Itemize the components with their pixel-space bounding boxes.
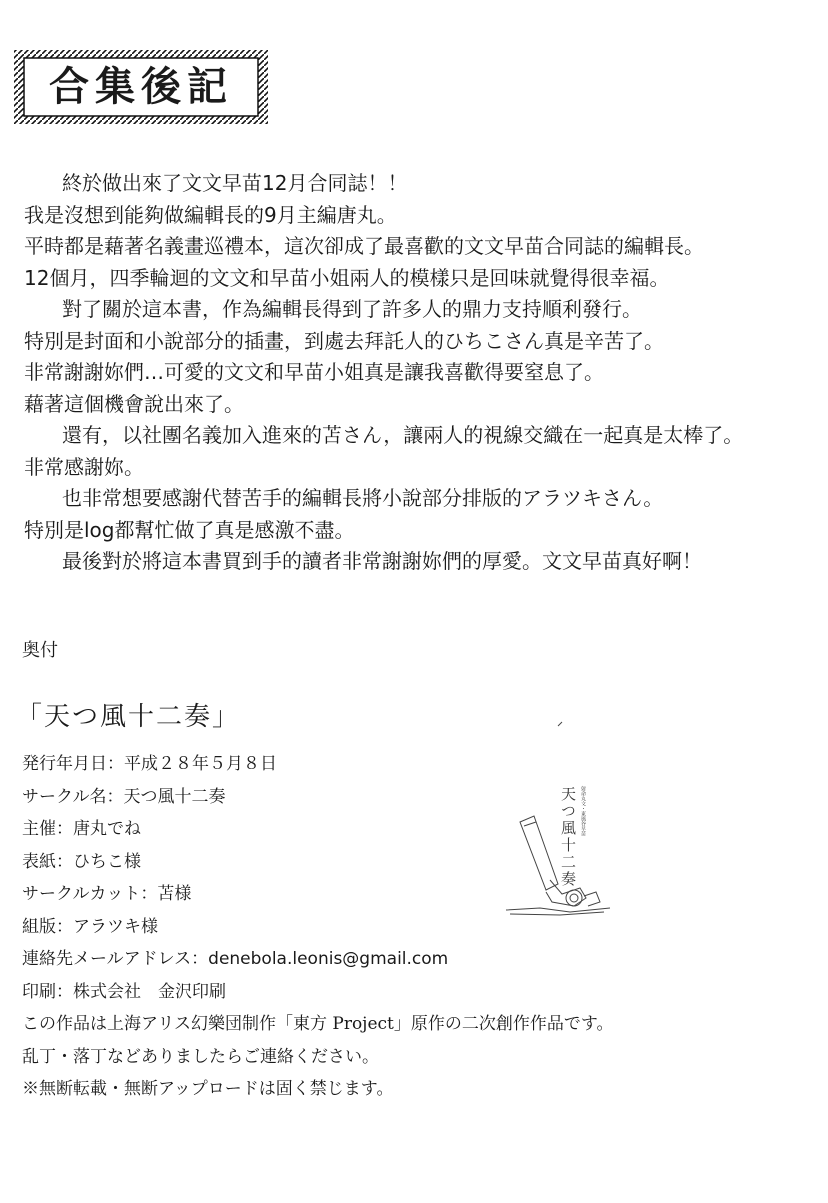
afterword-body: [24, 168, 824, 578]
book-title: 「天つ風十二奏」: [16, 702, 241, 732]
afterword-line: 對了關於這本書，作為編輯長得到了許多人的鼎力支持順利發行。: [62, 297, 642, 321]
colophon-typesetting: 組版：アラツキ様: [22, 916, 158, 937]
colophon-circle-name: サークル名：天つ風十二奏: [22, 786, 226, 807]
colophon-contact-email: 連絡先メールアドレス：denebola.leonis@gmail.com: [22, 949, 449, 969]
colophon-notice-derivative: この作品は上海アリス幻樂団制作「東方 Project」原作の二次創作作品です。: [22, 1014, 614, 1034]
afterword-line: 還有，以社團名義加入進來的苫さん，讓兩人的視線交織在一起真是太棒了。: [62, 423, 744, 447]
afterword-line: 特別是封面和小說部分的插畫，到處去拜託人的ひちこさん真是辛苦了。: [24, 328, 664, 353]
colophon-cover: 表紙：ひちこ様: [22, 851, 141, 872]
afterword-line: 也非常想要感謝代替苦手的編輯長將小說部分排版的アラツキさん。: [62, 486, 664, 510]
colophon-publish-date: 発行年月日：平成２８年５月８日: [22, 754, 277, 774]
afterword-line: 特別是log都幫忙做了真是感激不盡。: [24, 517, 355, 542]
illustration-subtitle: 射命丸文・東風谷早苗: [580, 786, 586, 836]
colophon-organizer: 主催：唐丸でね: [22, 819, 141, 839]
colophon-circle-cut: サークルカット：苫様: [22, 884, 192, 904]
afterword-line: 藉著這個機會說出來了。: [24, 391, 244, 416]
afterword-line: 非常謝謝妳們…可愛的文文和早苗小姐真是讓我喜歡得要窒息了。: [24, 360, 604, 384]
afterword-title: 合集後記: [49, 64, 233, 110]
afterword-line: 最後對於將這本書買到手的讀者非常謝謝妳們的厚愛。文文早苗真好啊！: [62, 549, 702, 573]
colophon-notice-reprint: ※無断転載・無断アップロードは固く禁じます。: [22, 1079, 394, 1099]
colophon-label: 奥付: [22, 640, 58, 661]
afterword-line: 非常感謝妳。: [24, 454, 144, 479]
afterword-line: 終於做出來了文文早苗12月合同誌！！: [62, 171, 408, 195]
afterword-title-box: [12, 48, 270, 126]
afterword-line: 我是沒想到能夠做編輯長的9月主編唐丸。: [24, 202, 397, 227]
colophon-notice-defects: 乱丁・落丁などありましたらご連絡ください。: [22, 1046, 379, 1067]
afterword-line: 平時都是藉著名義畫巡禮本，這次卻成了最喜歡的文文早苗合同誌的編輯長。: [24, 234, 704, 258]
camera-sketch-illustration: [500, 712, 620, 922]
illustration-title: 天つ風十二奏: [559, 786, 577, 888]
afterword-line: 12個月，四季輪迴的文文和早苗小姐兩人的模樣只是回味就覺得很幸福。: [24, 265, 670, 290]
colophon-printer: 印刷：株式会社 金沢印刷: [22, 981, 226, 1002]
